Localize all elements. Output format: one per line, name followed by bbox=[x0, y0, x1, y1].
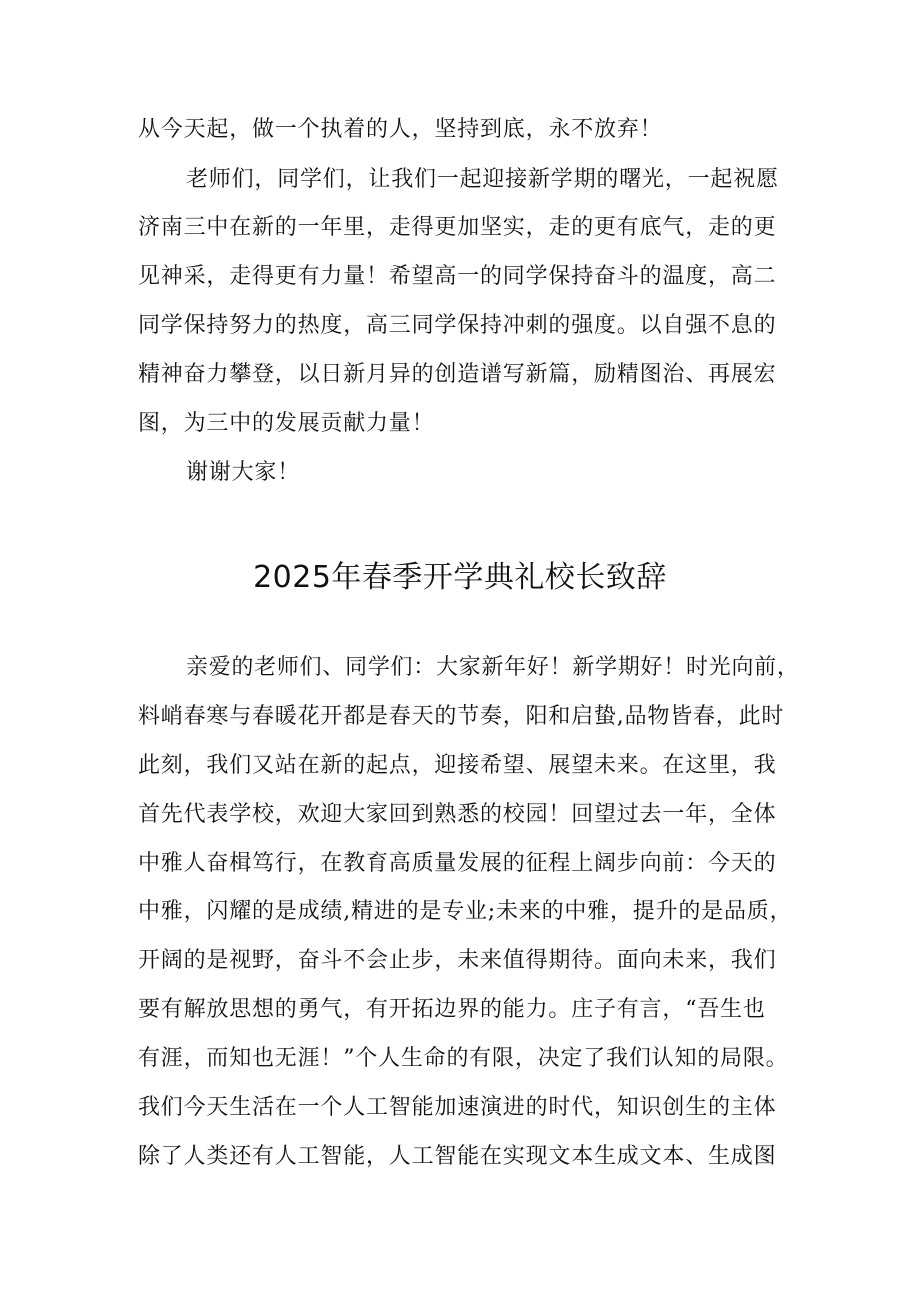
text-line: 中雅人奋楫笃行，在教育高质量发展的征程上阔步向前：今天的 bbox=[138, 851, 777, 876]
text-line: 料峭春寒与春暖花开都是春天的节奏，阳和启蛰,品物皆春，此时 bbox=[138, 704, 785, 729]
text-line: 有涯，而知也无涯！”个人生命的有限，决定了我们认知的局限。 bbox=[138, 1046, 789, 1071]
text-line: 我们今天生活在一个人工智能加速演进的时代，知识创生的主体 bbox=[138, 1095, 777, 1120]
text-line: 开阔的是视野，奋斗不会止步，未来值得期待。面向未来，我们 bbox=[138, 948, 777, 973]
text-line: 精神奋力攀登，以日新月异的创造谱写新篇，励精图治、再展宏 bbox=[138, 362, 777, 387]
paragraph-first-line: 老师们，同学们，让我们一起迎接新学期的曙光，一起祝愿 bbox=[186, 167, 779, 192]
text-line: 要有解放思想的勇气，有开拓边界的能力。庄子有言，“吾生也 bbox=[138, 997, 766, 1022]
text-line: 见神采，走得更有力量！希望高一的同学保持奋斗的温度，高二 bbox=[138, 264, 777, 289]
closing-line: 谢谢大家！ bbox=[186, 460, 301, 485]
text-line: 此刻，我们又站在新的起点，迎接希望、展望未来。在这里，我 bbox=[138, 753, 777, 778]
text-line: 济南三中在新的一年里，走得更加坚实，走的更有底气，走的更 bbox=[138, 215, 777, 240]
text-line: 从今天起，做一个执着的人，坚持到底，永不放弃！ bbox=[138, 117, 663, 142]
text-line: 图，为三中的发展贡献力量！ bbox=[138, 411, 435, 436]
text-line: 除了人类还有人工智能，人工智能在实现文本生成文本、生成图 bbox=[138, 1144, 777, 1169]
text-line: 首先代表学校，欢迎大家回到熟悉的校园！回望过去一年，全体 bbox=[138, 802, 777, 827]
paragraph-first-line: 亲爱的老师们、同学们：大家新年好！新学期好！时光向前， bbox=[186, 655, 800, 680]
text-line: 同学保持努力的热度，高三同学保持冲刺的强度。以自强不息的 bbox=[138, 313, 777, 338]
speech-title: 2025年春季开学典礼校长致辞 bbox=[253, 560, 667, 595]
text-line: 中雅，闪耀的是成绩,精进的是专业;未来的中雅，提升的是品质， bbox=[138, 899, 793, 924]
